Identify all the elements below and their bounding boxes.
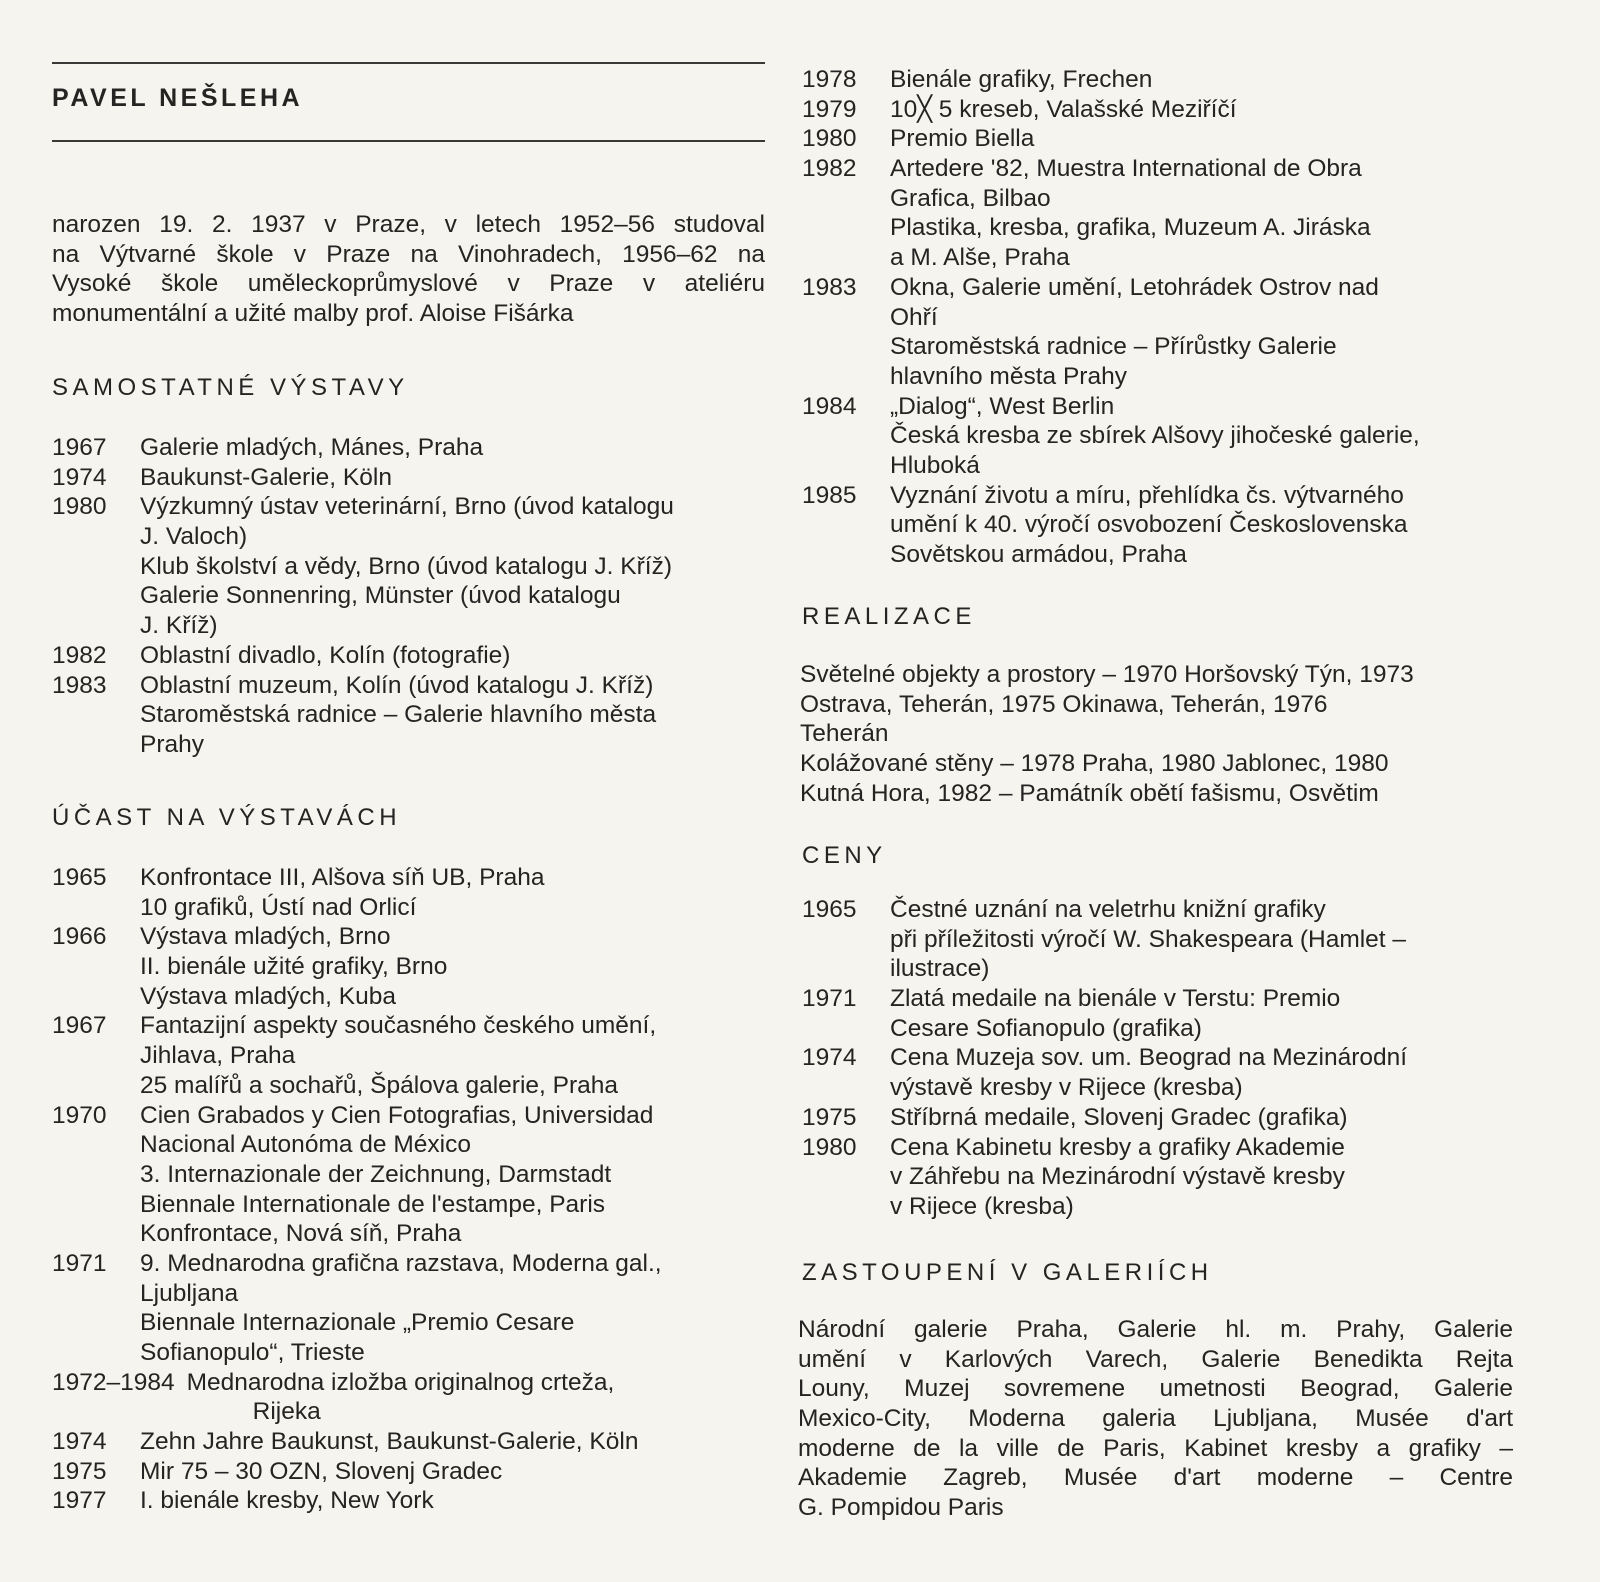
entry-text — [187, 1368, 765, 1427]
list-item — [802, 392, 1517, 481]
text-line: Vysoké škole uměleckoprůmyslové v Praze v ateliéru — [52, 270, 765, 298]
entry-line: Konfrontace III, Alšova síň UB, Praha — [140, 864, 545, 891]
entry-line: Zehn Jahre Baukunst, Baukunst-Galerie, Köln — [140, 1428, 639, 1456]
section-heading-awards: CENY — [802, 842, 887, 869]
entry-text — [890, 984, 1517, 1043]
entry-year: 1983 — [52, 671, 107, 699]
entry-line: Zlatá medaile na bienále v Terstu: Premio — [890, 985, 1341, 1013]
entry-year: 1974 — [802, 1044, 857, 1072]
entry-year: 1967 — [52, 1012, 107, 1040]
entry-line: Sofianopulo“, Trieste — [140, 1339, 365, 1366]
entry-year: 1965 — [52, 864, 107, 891]
entry-year: 1974 — [52, 1428, 107, 1456]
entry-line: a M. Alše, Praha — [890, 244, 1070, 272]
collections-text — [798, 1315, 1513, 1523]
list-item — [52, 1457, 765, 1487]
entry-line: Okna, Galerie umění, Letohrádek Ostrov nad — [890, 273, 1379, 301]
entry-text — [140, 433, 765, 463]
entry-text — [890, 392, 1517, 481]
entry-year: 1975 — [802, 1103, 857, 1131]
entry-line: Cena Kabinetu kresby a grafiky Akademie — [890, 1133, 1345, 1161]
entry-line: ilustrace) — [890, 955, 990, 983]
entry-text — [140, 1457, 765, 1487]
entry-line: při příležitosti výročí W. Shakespeara (Hamlet – — [890, 925, 1407, 953]
entry-line: Ljubljana — [140, 1279, 239, 1307]
entry-line: Oblastní muzeum, Kolín (úvod katalogu J. Kříž) — [140, 671, 654, 699]
list-item — [802, 984, 1517, 1043]
artist-name: PAVEL NEŠLEHA — [52, 84, 304, 112]
entry-year: 1984 — [802, 392, 857, 420]
text-line: monumentální a užité malby prof. Aloise Fišárka — [52, 300, 574, 328]
entry-text — [890, 154, 1517, 273]
title-rule — [52, 140, 765, 142]
entry-line: Stříbrná medaile, Slovenj Gradec (grafika) — [890, 1103, 1348, 1131]
entry-year: 1974 — [52, 463, 107, 491]
entry-year: 1975 — [52, 1457, 107, 1485]
entry-line: Cena Muzeja sov. um. Beograd na Mezinárodní — [890, 1044, 1408, 1072]
entry-line: Baukunst-Galerie, Köln — [140, 463, 392, 491]
entry-text — [890, 273, 1517, 392]
entry-year: 1971 — [52, 1249, 107, 1277]
entry-year: 1979 — [802, 95, 857, 123]
entry-year: 1977 — [52, 1487, 107, 1515]
entry-line: umění k 40. výročí osvobození Československa — [890, 511, 1408, 539]
entry-line: hlavního města Prahy — [890, 362, 1127, 390]
list-item — [52, 433, 765, 463]
entry-text — [890, 1043, 1517, 1102]
entry-line: 10╳ 5 kreseb, Valašské Meziříčí — [890, 95, 1237, 123]
list-item — [52, 1249, 765, 1368]
text-line: Teherán — [800, 720, 889, 748]
entry-text — [140, 922, 765, 1011]
entry-year: 1965 — [802, 896, 857, 923]
text-line: moderne de la ville de Paris, Kabinet kresby a grafiky – — [798, 1434, 1513, 1462]
section-heading-realizations: REALIZACE — [802, 603, 976, 630]
awards-list — [802, 895, 1517, 1222]
list-item — [52, 463, 765, 493]
entry-line: Mednarodna izložba originalnog crteža, — [186, 1368, 615, 1396]
list-item — [802, 273, 1517, 392]
text-line: Ostrava, Teherán, 1975 Okinawa, Teherán, 1976 — [800, 690, 1328, 718]
entry-line: 9. Mednarodna grafična razstava, Moderna gal., — [140, 1249, 662, 1277]
text-line: Světelné objekty a prostory – 1970 Horšovský Týn, 1973 — [800, 661, 1414, 688]
top-rule — [52, 62, 765, 64]
entry-line: Staroměstská radnice – Galerie hlavního města — [140, 701, 657, 729]
entry-text — [140, 641, 765, 671]
entry-year: 1980 — [52, 493, 107, 521]
text-line: Kolážované stěny – 1978 Praha, 1980 Jablonec, 1980 — [800, 750, 1389, 778]
entry-line: Galerie Sonnenring, Münster (úvod katalogu — [140, 582, 621, 610]
entry-text — [890, 65, 1517, 95]
entry-line: Bienále grafiky, Frechen — [890, 66, 1153, 93]
entry-year: 1980 — [802, 1133, 857, 1161]
entry-line: Klub školství a vědy, Brno (úvod katalogu J. Kříž) — [140, 552, 672, 580]
entry-year: 1982 — [52, 641, 107, 669]
entry-text — [140, 863, 765, 922]
list-item — [52, 922, 765, 1011]
entry-year: 1982 — [802, 155, 857, 183]
entry-text — [140, 492, 765, 640]
entry-line: v Záhřebu na Mezinárodní výstavě kresby — [890, 1163, 1345, 1191]
entry-text — [140, 1011, 765, 1100]
entry-year: 1966 — [52, 923, 107, 951]
biography — [52, 210, 765, 329]
text-line: narozen 19. 2. 1937 v Praze, v letech 1952–56 studoval — [52, 211, 765, 238]
entry-line: Sovětskou armádou, Praha — [890, 541, 1187, 569]
text-line: umění v Karlových Varech, Galerie Benedikta Rejta — [798, 1345, 1513, 1373]
entry-line: Cesare Sofianopulo (grafika) — [890, 1014, 1202, 1042]
list-item — [52, 1101, 765, 1249]
entry-line: J. Kříž) — [140, 612, 218, 640]
entry-line: Galerie mladých, Mánes, Praha — [140, 434, 484, 461]
entry-line: Jihlava, Praha — [140, 1042, 296, 1070]
entry-year: 1970 — [52, 1101, 107, 1129]
entry-line: Konfrontace, Nová síň, Praha — [140, 1220, 462, 1248]
entry-line: Nacional Autonóma de México — [140, 1131, 471, 1159]
list-item — [52, 671, 765, 760]
entry-year: 1967 — [52, 434, 107, 461]
list-item — [802, 95, 1517, 125]
entry-line: Rijeka — [252, 1398, 321, 1426]
entry-line: Biennale Internazionale „Premio Cesare — [140, 1309, 575, 1337]
entry-year: 1978 — [802, 66, 857, 93]
list-item — [802, 1103, 1517, 1133]
list-item — [52, 1368, 765, 1427]
entry-text — [140, 1101, 765, 1249]
entry-year: 1985 — [802, 481, 857, 509]
realizations-text — [800, 660, 1515, 808]
entry-line: Fantazijní aspekty současného českého umění, — [140, 1012, 657, 1040]
entry-line: Vyznání životu a míru, přehlídka čs. výtvarného — [890, 481, 1404, 509]
list-item — [52, 1427, 765, 1457]
list-item — [52, 863, 765, 922]
entry-line: Premio Biella — [890, 125, 1035, 153]
group-exhibitions-list-continued — [802, 65, 1517, 570]
entry-text — [140, 1486, 765, 1516]
text-line: Akademie Zagreb, Musée d'art moderne – Centre — [798, 1464, 1513, 1492]
entry-line: Oblastní divadlo, Kolín (fotografie) — [140, 641, 511, 669]
entry-line: J. Valoch) — [140, 523, 248, 551]
entry-line: I. bienále kresby, New York — [140, 1487, 434, 1515]
list-item — [802, 65, 1517, 95]
solo-exhibitions-list — [52, 433, 765, 760]
text-line: Národní galerie Praha, Galerie hl. m. Prahy, Galerie — [798, 1316, 1513, 1343]
entry-line: Cien Grabados y Cien Fotografias, Universidad — [140, 1101, 654, 1129]
text-line: Kutná Hora, 1982 – Památník obětí fašismu, Osvětim — [800, 779, 1379, 807]
entry-year: 1983 — [802, 273, 857, 301]
entry-line: Hluboká — [890, 451, 980, 479]
entry-line: Staroměstská radnice – Přírůstky Galerie — [890, 333, 1337, 361]
entry-line: Plastika, kresba, grafika, Muzeum A. Jiráska — [890, 214, 1371, 242]
entry-line: 3. Internazionale der Zeichnung, Darmstadt — [140, 1160, 612, 1188]
entry-line: Výzkumný ústav veterinární, Brno (úvod katalogu — [140, 493, 674, 521]
section-heading-solo-exhibitions: SAMOSTATNÉ VÝSTAVY — [52, 374, 409, 401]
entry-text — [890, 1133, 1517, 1222]
entry-line: Biennale Internationale de l'estampe, Paris — [140, 1190, 606, 1218]
entry-text — [140, 1427, 765, 1457]
entry-year: 1980 — [802, 125, 857, 153]
entry-text — [140, 463, 765, 493]
entry-line: 10 grafiků, Ústí nad Orlicí — [140, 893, 417, 921]
list-item — [802, 124, 1517, 154]
entry-year: 1972–1984 — [52, 1368, 175, 1396]
entry-line: výstavě kresby v Rijece (kresba) — [890, 1074, 1243, 1102]
group-exhibitions-list — [52, 863, 765, 1516]
text-line: na Výtvarné škole v Praze na Vinohradech, 1956–62 na — [52, 240, 765, 268]
list-item — [802, 1133, 1517, 1222]
entry-line: Výstava mladých, Kuba — [140, 982, 397, 1010]
section-heading-group-exhibitions: ÚČAST NA VÝSTAVÁCH — [52, 804, 402, 831]
entry-line: Ohří — [890, 303, 938, 331]
text-line: Mexico-City, Moderna galeria Ljubljana, Musée d'art — [798, 1405, 1513, 1433]
text-line: G. Pompidou Paris — [798, 1494, 1004, 1522]
entry-line: „Dialog“, West Berlin — [890, 392, 1115, 420]
list-item — [52, 492, 765, 640]
entry-text — [890, 95, 1517, 125]
entry-year: 1971 — [802, 985, 857, 1013]
list-item — [52, 1486, 765, 1516]
entry-line: Artedere '82, Muestra International de Obra — [890, 155, 1362, 183]
entry-text — [890, 895, 1517, 984]
entry-line: Čestné uznání na veletrhu knižní grafiky — [890, 896, 1326, 923]
entry-text — [140, 1249, 765, 1368]
entry-text — [890, 481, 1517, 570]
entry-line: Mir 75 – 30 OZN, Slovenj Gradec — [140, 1457, 503, 1485]
list-item — [52, 641, 765, 671]
list-item — [802, 154, 1517, 273]
entry-text — [140, 671, 765, 760]
entry-line: Grafica, Bilbao — [890, 184, 1051, 212]
entry-text — [890, 124, 1517, 154]
list-item — [52, 1011, 765, 1100]
entry-line: v Rijece (kresba) — [890, 1192, 1074, 1220]
entry-line: 25 malířů a sochařů, Špálova galerie, Praha — [140, 1071, 619, 1099]
section-heading-collections: ZASTOUPENÍ V GALERIÍCH — [802, 1259, 1213, 1286]
entry-line: II. bienále užité grafiky, Brno — [140, 953, 448, 981]
list-item — [802, 481, 1517, 570]
text-line: Louny, Muzej sovremene umetnosti Beograd, Galerie — [798, 1375, 1513, 1403]
list-item — [802, 895, 1517, 984]
list-item — [802, 1043, 1517, 1102]
entry-line: Výstava mladých, Brno — [140, 923, 391, 951]
entry-line: Česká kresba ze sbírek Alšovy jihočeské galerie, — [890, 422, 1420, 450]
entry-line: Prahy — [140, 730, 205, 758]
entry-text — [890, 1103, 1517, 1133]
